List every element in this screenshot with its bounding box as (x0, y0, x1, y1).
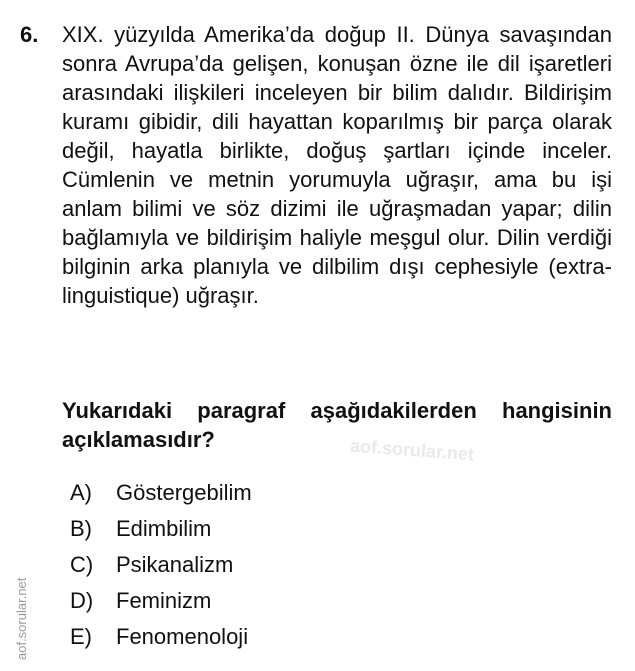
option-letter: E) (70, 624, 92, 649)
option-b[interactable] (70, 511, 252, 547)
option-c[interactable] (70, 547, 252, 583)
option-text: Fenomenoloji (116, 624, 249, 649)
watermark-inline: aof.sorular.net (349, 435, 475, 465)
option-letter: C) (70, 552, 94, 577)
watermark-side: aof.sorular.net (14, 577, 29, 660)
option-d[interactable] (70, 583, 252, 619)
option-text: Edimbilim (116, 516, 212, 541)
option-a[interactable] (70, 475, 252, 511)
option-letter: A) (70, 480, 92, 505)
option-text: Psikanalizm (116, 552, 234, 577)
option-text: Göstergebilim (116, 480, 252, 505)
option-letter: B) (70, 516, 92, 541)
question-passage: XIX. yüzyılda Amerika’da doğup II. Dünya savaşından sonra Avrupa’da gelişen, konuşan özne ile dil işaretleri arasındaki ilişkileri inceleyen bir bilim dalıdır. Bildirişim kuramı gibidir, dili hayattan koparılmış bir parça olarak değil, hayatla birlikte, doğuş şartları içinde inceler. Cümlenin ve metnin yorumuyla uğraşır, ama bu işi anlam bilimi ve söz dizimi ile uğraşmadan yapar; dilin bağlamıyla ve bildirişim haliyle meşgul olur. Dilin verdiği bilginin arka planıyla ve dilbilim dışı cephesiyle (extra-linguistique) uğraşır. (62, 22, 612, 308)
option-letter: D) (70, 588, 94, 613)
option-e[interactable] (70, 619, 252, 655)
question-number: 6. (20, 22, 39, 47)
answer-options (70, 475, 252, 655)
option-text: Feminizm (116, 588, 212, 613)
question-prompt: Yukarıdaki paragraf aşağıdakilerden hangisinin açıklamasıdır? (62, 398, 612, 452)
